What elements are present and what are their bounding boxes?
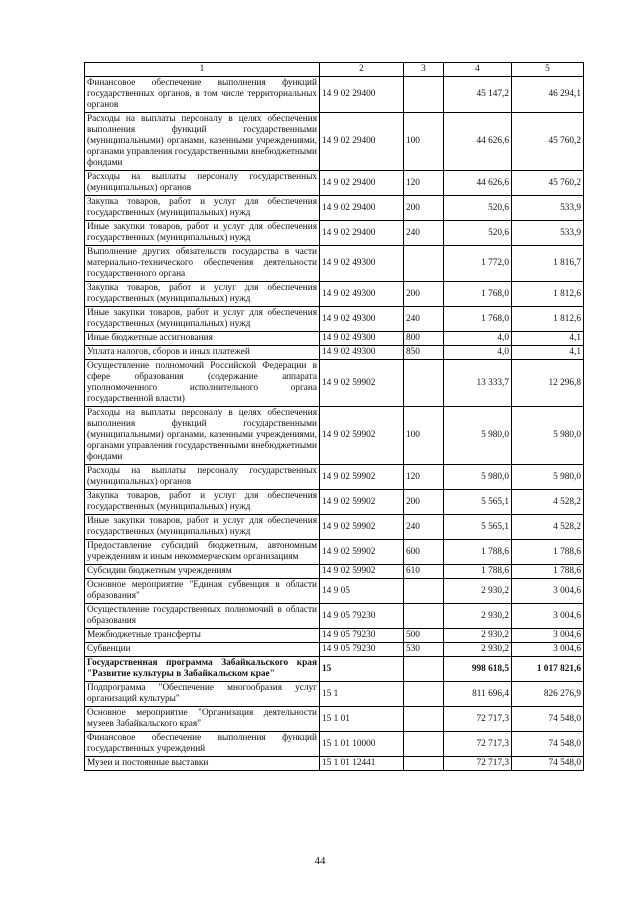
row-amount-year-2: 12 296,8 [512, 360, 584, 407]
row-code: 14 9 02 59902 [320, 515, 404, 540]
row-code: 15 1 01 [320, 707, 404, 732]
row-expense-type [404, 657, 444, 682]
row-amount-year-1: 2 930,2 [444, 604, 512, 629]
row-name: Иные бюджетные ассигнования [85, 332, 320, 346]
table-row [85, 407, 584, 465]
row-amount-year-2: 3 004,6 [512, 629, 584, 643]
row-amount-year-1: 5 565,1 [444, 490, 512, 515]
row-code: 14 9 05 79230 [320, 629, 404, 643]
row-amount-year-1: 4,0 [444, 346, 512, 360]
table-row [85, 221, 584, 246]
row-amount-year-1: 5 980,0 [444, 407, 512, 465]
row-code: 15 1 01 10000 [320, 732, 404, 757]
row-name: Закупка товаров, работ и услуг для обеспечения государственных (муниципальных) нужд [85, 490, 320, 515]
table-row [85, 515, 584, 540]
row-code: 14 9 02 49300 [320, 332, 404, 346]
row-amount-year-2: 1 017 821,6 [512, 657, 584, 682]
header-col-1: 1 [85, 63, 320, 77]
row-code: 14 9 02 59902 [320, 360, 404, 407]
table-row [85, 332, 584, 346]
row-amount-year-1: 5 980,0 [444, 465, 512, 490]
row-expense-type: 200 [404, 490, 444, 515]
row-expense-type [404, 707, 444, 732]
header-col-3: 3 [404, 63, 444, 77]
page-number: 44 [314, 855, 326, 867]
row-expense-type: 200 [404, 196, 444, 221]
table-row [85, 77, 584, 113]
row-amount-year-2: 45 760,2 [512, 171, 584, 196]
row-name: Субсидии бюджетным учреждениям [85, 565, 320, 579]
row-amount-year-1: 1 772,0 [444, 246, 512, 282]
row-expense-type: 240 [404, 221, 444, 246]
row-name: Расходы на выплаты персоналу в целях обеспечения выполнения функций государственными (муниципальными) органами, казенными учреждениями, органами управления государственными внебюджетными фондами [85, 407, 320, 465]
row-amount-year-2: 4,1 [512, 332, 584, 346]
row-name: Осуществление полномочий Российской Федерации в сфере образования (содержание аппарата уполномоченного исполнительного органа государственной власти) [85, 360, 320, 407]
row-expense-type: 200 [404, 282, 444, 307]
table-row [85, 346, 584, 360]
row-amount-year-2: 4,1 [512, 346, 584, 360]
row-amount-year-2: 826 276,9 [512, 682, 584, 707]
row-code: 14 9 02 29400 [320, 196, 404, 221]
table-row [85, 171, 584, 196]
row-amount-year-2: 533,9 [512, 221, 584, 246]
row-name: Музеи и постоянные выставки [85, 757, 320, 771]
table-row [85, 629, 584, 643]
row-expense-type: 240 [404, 307, 444, 332]
row-amount-year-1: 72 717,3 [444, 732, 512, 757]
row-code: 14 9 02 29400 [320, 113, 404, 171]
row-name: Уплата налогов, сборов и иных платежей [85, 346, 320, 360]
row-code: 14 9 02 29400 [320, 171, 404, 196]
row-amount-year-2: 74 548,0 [512, 732, 584, 757]
row-name: Финансовое обеспечение выполнения функций государственных органов, в том числе территориальных органов [85, 77, 320, 113]
row-expense-type: 610 [404, 565, 444, 579]
row-amount-year-2: 45 760,2 [512, 113, 584, 171]
row-name: Основное мероприятие "Организация деятельности музеев Забайкальского края" [85, 707, 320, 732]
row-amount-year-1: 2 930,2 [444, 629, 512, 643]
row-amount-year-1: 2 930,2 [444, 579, 512, 604]
row-code: 14 9 02 29400 [320, 221, 404, 246]
row-name: Расходы на выплаты персоналу в целях обеспечения выполнения функций государственными (муниципальными) органами, казенными учреждениями, органами управления государственными внебюджетными фондами [85, 113, 320, 171]
row-name: Закупка товаров, работ и услуг для обеспечения государственных (муниципальных) нужд [85, 282, 320, 307]
row-amount-year-1: 2 930,2 [444, 643, 512, 657]
table-row [85, 113, 584, 171]
row-expense-type [404, 246, 444, 282]
row-amount-year-2: 1 812,6 [512, 307, 584, 332]
table-row [85, 657, 584, 682]
row-expense-type [404, 579, 444, 604]
row-name: Подпрограмма "Обеспечение многообразия услуг организаций культуры" [85, 682, 320, 707]
row-name: Предоставление субсидий бюджетным, автономным учреждениям и иным некоммерческим организациям [85, 540, 320, 565]
row-expense-type: 850 [404, 346, 444, 360]
row-expense-type: 240 [404, 515, 444, 540]
row-code: 14 9 05 79230 [320, 643, 404, 657]
table-row [85, 196, 584, 221]
row-amount-year-1: 72 717,3 [444, 757, 512, 771]
row-expense-type [404, 757, 444, 771]
row-name: Расходы на выплаты персоналу государственных (муниципальных) органов [85, 465, 320, 490]
row-amount-year-1: 4,0 [444, 332, 512, 346]
row-code: 14 9 05 [320, 579, 404, 604]
row-amount-year-2: 74 548,0 [512, 757, 584, 771]
row-amount-year-2: 3 004,6 [512, 604, 584, 629]
row-code: 14 9 02 49300 [320, 246, 404, 282]
row-expense-type: 530 [404, 643, 444, 657]
header-col-5: 5 [512, 63, 584, 77]
table-row [85, 540, 584, 565]
table-row [85, 465, 584, 490]
row-code: 14 9 02 49300 [320, 282, 404, 307]
row-code: 14 9 02 49300 [320, 307, 404, 332]
row-expense-type [404, 360, 444, 407]
row-code: 15 1 [320, 682, 404, 707]
table-row [85, 604, 584, 629]
row-expense-type [404, 604, 444, 629]
row-amount-year-2: 3 004,6 [512, 579, 584, 604]
row-amount-year-1: 45 147,2 [444, 77, 512, 113]
row-amount-year-1: 1 788,6 [444, 540, 512, 565]
row-amount-year-1: 1 768,0 [444, 307, 512, 332]
row-expense-type: 800 [404, 332, 444, 346]
row-amount-year-2: 46 294,1 [512, 77, 584, 113]
row-amount-year-2: 533,9 [512, 196, 584, 221]
table-row [85, 579, 584, 604]
budget-table [84, 62, 584, 771]
row-amount-year-1: 998 618,5 [444, 657, 512, 682]
row-name: Иные закупки товаров, работ и услуг для обеспечения государственных (муниципальных) нужд [85, 307, 320, 332]
row-amount-year-2: 3 004,6 [512, 643, 584, 657]
table-row [85, 282, 584, 307]
row-amount-year-1: 5 565,1 [444, 515, 512, 540]
row-code: 14 9 02 59902 [320, 565, 404, 579]
header-col-2: 2 [320, 63, 404, 77]
row-name: Расходы на выплаты персоналу государственных (муниципальных) органов [85, 171, 320, 196]
row-amount-year-2: 1 788,6 [512, 565, 584, 579]
row-amount-year-1: 13 333,7 [444, 360, 512, 407]
table-row [85, 732, 584, 757]
row-name: Осуществление государственных полномочий в области образования [85, 604, 320, 629]
row-code: 14 9 02 49300 [320, 346, 404, 360]
row-expense-type: 100 [404, 407, 444, 465]
row-name: Субвенции [85, 643, 320, 657]
row-name: Иные закупки товаров, работ и услуг для обеспечения государственных (муниципальных) нужд [85, 221, 320, 246]
row-name: Межбюджетные трансферты [85, 629, 320, 643]
row-amount-year-1: 520,6 [444, 196, 512, 221]
row-amount-year-2: 74 548,0 [512, 707, 584, 732]
row-amount-year-2: 1 788,6 [512, 540, 584, 565]
table-row [85, 307, 584, 332]
row-name: Иные закупки товаров, работ и услуг для обеспечения государственных (муниципальных) нужд [85, 515, 320, 540]
table-row [85, 246, 584, 282]
row-amount-year-1: 44 626,6 [444, 171, 512, 196]
row-name: Выполнение других обязательств государства в части материально-технического обеспечения деятельности государственного органа [85, 246, 320, 282]
row-amount-year-1: 811 696,4 [444, 682, 512, 707]
row-expense-type [404, 77, 444, 113]
row-expense-type: 120 [404, 171, 444, 196]
row-amount-year-2: 4 528,2 [512, 490, 584, 515]
table-row [85, 565, 584, 579]
row-code: 14 9 05 79230 [320, 604, 404, 629]
row-name: Основное мероприятие "Единая субвенция в области образования" [85, 579, 320, 604]
row-amount-year-1: 44 626,6 [444, 113, 512, 171]
row-amount-year-1: 72 717,3 [444, 707, 512, 732]
row-amount-year-1: 1 788,6 [444, 565, 512, 579]
row-amount-year-2: 5 980,0 [512, 407, 584, 465]
row-amount-year-1: 1 768,0 [444, 282, 512, 307]
row-code: 14 9 02 59902 [320, 465, 404, 490]
row-code: 15 [320, 657, 404, 682]
row-amount-year-1: 520,6 [444, 221, 512, 246]
row-amount-year-2: 1 816,7 [512, 246, 584, 282]
table-row [85, 360, 584, 407]
row-expense-type [404, 682, 444, 707]
row-expense-type: 120 [404, 465, 444, 490]
table-row [85, 682, 584, 707]
table-row [85, 490, 584, 515]
table-header-row [85, 63, 584, 77]
row-expense-type: 600 [404, 540, 444, 565]
table-row [85, 643, 584, 657]
row-expense-type: 500 [404, 629, 444, 643]
row-name: Финансовое обеспечение выполнения функций государственных учреждений [85, 732, 320, 757]
row-expense-type: 100 [404, 113, 444, 171]
row-amount-year-2: 4 528,2 [512, 515, 584, 540]
row-expense-type [404, 732, 444, 757]
row-code: 15 1 01 12441 [320, 757, 404, 771]
table-row [85, 757, 584, 771]
row-name: Закупка товаров, работ и услуг для обеспечения государственных (муниципальных) нужд [85, 196, 320, 221]
row-code: 14 9 02 59902 [320, 490, 404, 515]
row-amount-year-2: 1 812,6 [512, 282, 584, 307]
row-code: 14 9 02 29400 [320, 77, 404, 113]
table-row [85, 707, 584, 732]
row-amount-year-2: 5 980,0 [512, 465, 584, 490]
header-col-4: 4 [444, 63, 512, 77]
row-name: Государственная программа Забайкальского края "Развитие культуры в Забайкальском крае" [85, 657, 320, 682]
row-code: 14 9 02 59902 [320, 540, 404, 565]
row-code: 14 9 02 59902 [320, 407, 404, 465]
